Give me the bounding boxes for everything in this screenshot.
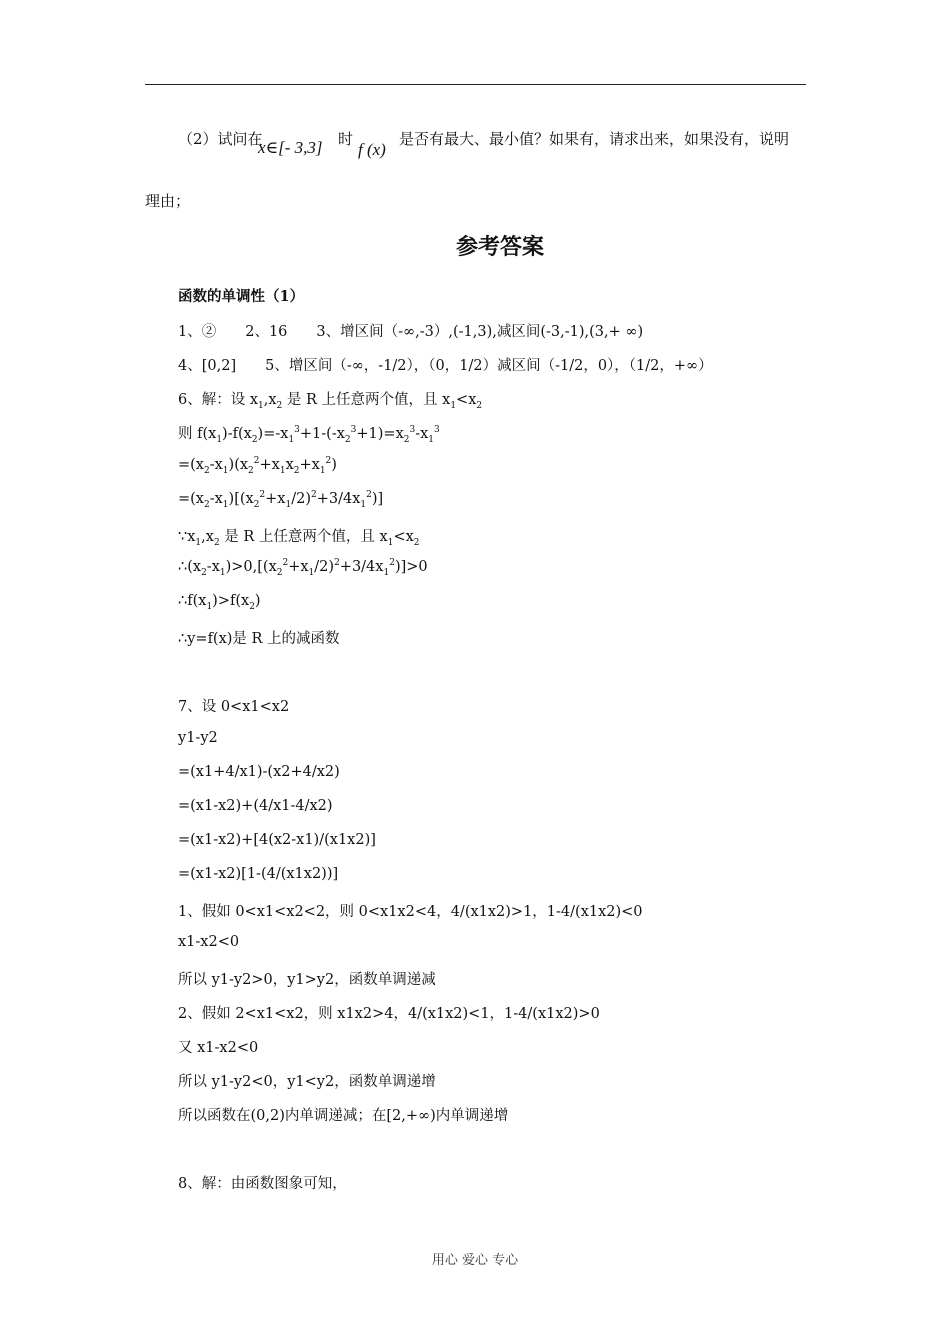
answer-line: =(x1-x2)[1-(4/(x1x2))]	[178, 866, 339, 882]
question-func-math: f (x)	[358, 140, 386, 159]
answer-line: $=(x_2-x_1)[(x_2^2+x_1/2)^2+3/4x_1^2)$]	[178, 490, 384, 510]
answer-line: x1-x2<0	[178, 934, 240, 950]
answer-line: 2、假如 2<x1<x2，则 x1x2>4，4/(x1x2)<1，1-4/(x1x2)>0	[178, 1006, 600, 1022]
answer-line: 7、设 0<x1<x2	[178, 699, 290, 715]
question-prefix: （2）试问在	[178, 130, 263, 148]
answer-line: 8、解：由函数图象可知，	[178, 1176, 347, 1192]
answer-line: =(x1-x2)+[4(x2-x1)/(x1x2)]	[178, 832, 376, 848]
answer-line: 1、② 2、16 3、增区间（-∞,-3）,(-1,3),减区间(-3,-1),(3,+ ∞)	[178, 324, 644, 340]
answer-line: 又 x1-x2<0	[178, 1040, 259, 1056]
answer-line: $=(x_2-x_1)(x_2^2+x_1x_2+x_1^2)$	[178, 456, 337, 476]
header-rule	[145, 84, 806, 85]
answer-line: $\therefore(x_2-x_1)>0,[(x_2^2+x_1/2)^2+3/4x_1^2)]>0$	[178, 558, 428, 578]
answer-line: ∴y=f(x)是 R 上的减函数	[178, 631, 340, 647]
answer-line: 6、解：设 $x_1,x_2$ 是 R 上任意两个值，且 $x_1<x_2$	[178, 392, 483, 411]
question-domain-math: x∈[- 3,3]	[258, 138, 323, 157]
answer-line: 所以 y1-y2>0，y1>y2，函数单调递减	[178, 972, 436, 988]
question-continuation: 理由；	[145, 192, 191, 210]
question-mid: 时	[338, 130, 354, 148]
answer-line: 所以函数在(0,2)内单调递减；在[2,+∞)内单调递增	[178, 1108, 509, 1124]
answer-line: y1-y2	[178, 730, 218, 746]
answer-line: 则 $f(x_1)-f(x_2)=-x_1^3+1-(-x_2^3+1)=x_2^3-x_1^3$	[178, 425, 440, 445]
answer-line: 所以 y1-y2<0，y1<y2，函数单调递增	[178, 1074, 436, 1090]
answer-line: =(x1+4/x1)-(x2+4/x2)	[178, 764, 340, 780]
section-heading: 函数的单调性（1）	[178, 288, 305, 305]
question-suffix: 是否有最大、最小值？如果有，请求出来，如果没有，说明	[399, 130, 790, 148]
answer-line: $\therefore f(x_1)>f(x_2)$	[178, 593, 261, 612]
answer-line: $\because x_1,x_2$ 是 R 上任意两个值，且 $x_1<x_2$	[178, 529, 420, 548]
page-footer: 用心 爱心 专心	[431, 1253, 519, 1268]
answer-line: 4、[0,2] 5、增区间（-∞，-1/2），（0，1/2）减区间（-1/2，0），（1/2，+∞）	[178, 358, 713, 374]
answer-title: 参考答案	[455, 235, 544, 260]
answer-line: 1、假如 0<x1<x2<2，则 0<x1x2<4，4/(x1x2)>1，1-4/(x1x2)<0	[178, 904, 643, 920]
answer-line: =(x1-x2)+(4/x1-4/x2)	[178, 798, 333, 814]
